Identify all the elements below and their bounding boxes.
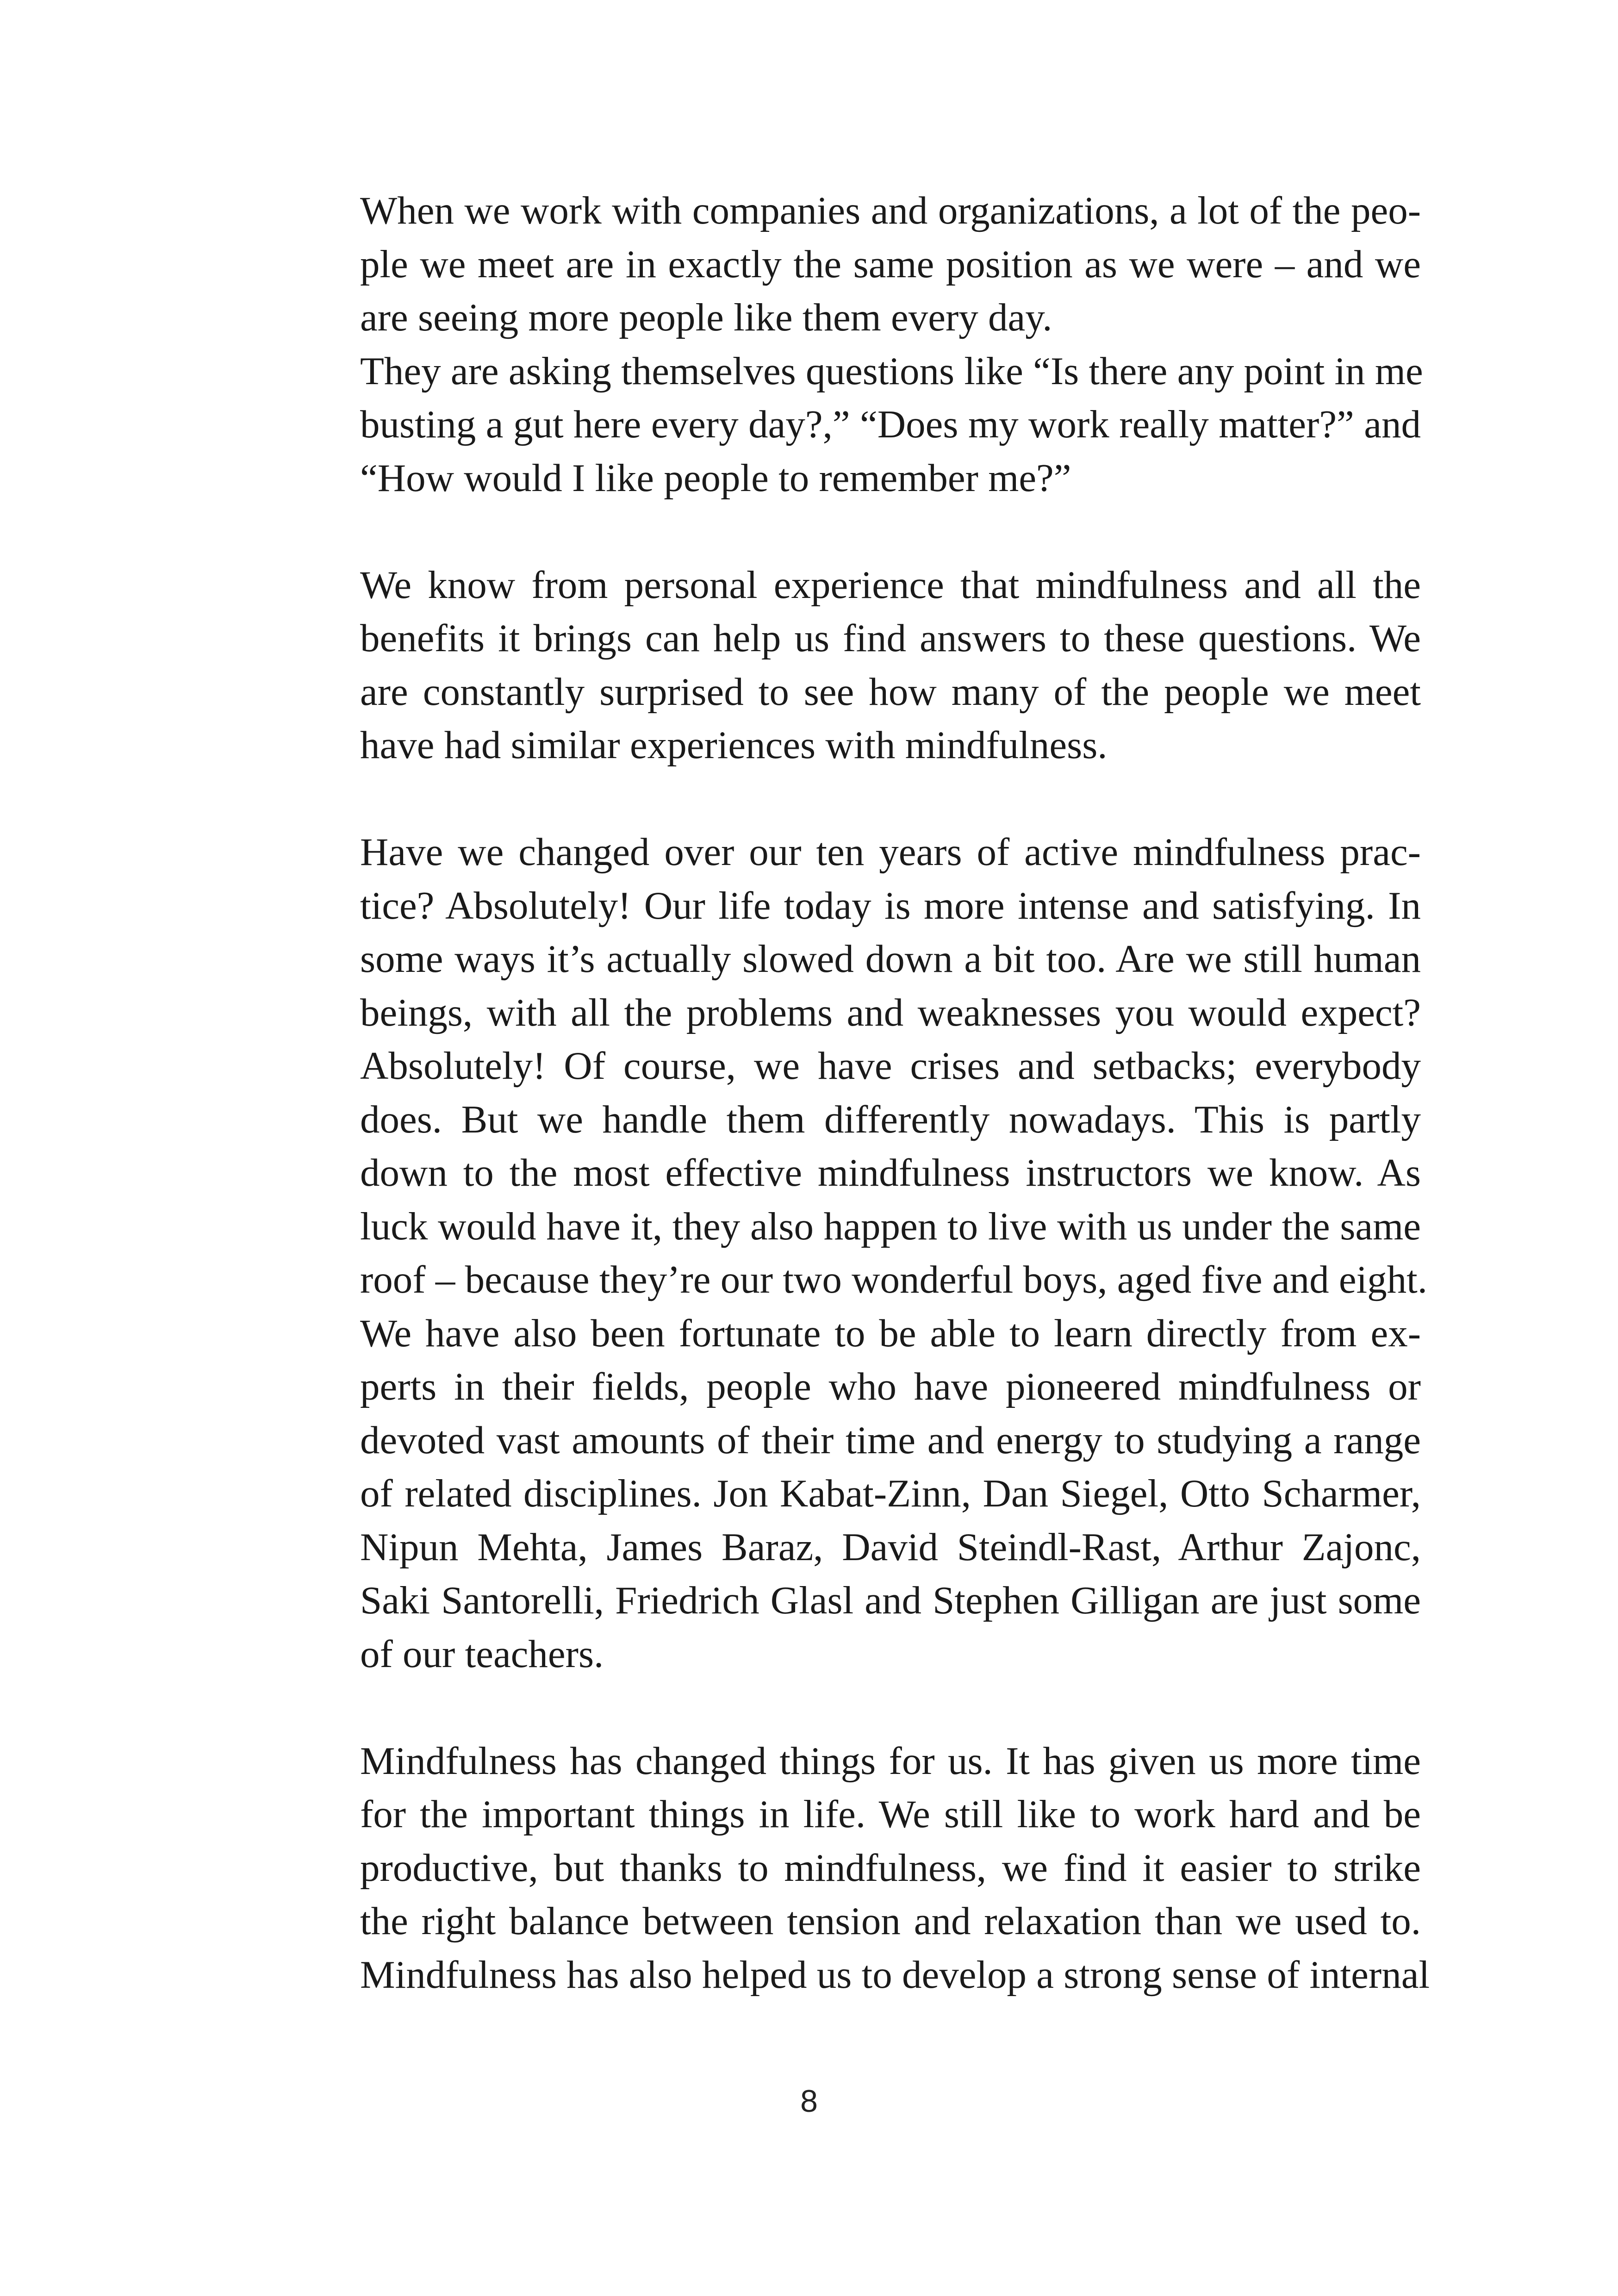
text-line: for the important things in life. We still like to work hard and be bbox=[360, 1792, 1421, 1836]
text-line: down to the most effective mindfulness instructors we know. As bbox=[360, 1151, 1421, 1195]
text-line: “How would I like people to remember me?” bbox=[360, 456, 1071, 500]
text-line: They are asking themselves questions like “Is there any point in me bbox=[360, 349, 1423, 393]
text-line: Saki Santorelli, Friedrich Glasl and Stephen Gilligan are just some bbox=[360, 1579, 1421, 1622]
text-line: perts in their fields, people who have pioneered mindfulness or bbox=[360, 1365, 1421, 1408]
body-text bbox=[360, 184, 1430, 2002]
text-line: Have we changed over our ten years of active mindfulness prac- bbox=[360, 830, 1421, 874]
text-line: Nipun Mehta, James Baraz, David Steindl-Rast, Arthur Zajonc, bbox=[360, 1525, 1421, 1569]
paragraph-gap bbox=[360, 772, 1421, 826]
text-line: ple we meet are in exactly the same position as we were – and we bbox=[360, 242, 1421, 286]
text-line: the right balance between tension and relaxation than we used to. bbox=[360, 1899, 1421, 1943]
text-line: busting a gut here every day?,” “Does my work really matter?” and bbox=[360, 403, 1421, 446]
text-line: Mindfulness has also helped us to develop a strong sense of internal bbox=[360, 1953, 1430, 1997]
text-line: are seeing more people like them every day. bbox=[360, 296, 1052, 339]
text-line: of related disciplines. Jon Kabat-Zinn, Dan Siegel, Otto Scharmer, bbox=[360, 1472, 1421, 1515]
text-line: of our teachers. bbox=[360, 1632, 604, 1676]
text-line: some ways it’s actually slowed down a bit too. Are we still human bbox=[360, 937, 1421, 981]
text-line: does. But we handle them differently nowadays. This is partly bbox=[360, 1097, 1421, 1141]
text-line: Mindfulness has changed things for us. It has given us more time bbox=[360, 1739, 1421, 1783]
paragraph-gap bbox=[360, 1681, 1421, 1735]
paragraph-gap bbox=[360, 505, 1421, 559]
text-line: have had similar experiences with mindfulness. bbox=[360, 723, 1108, 767]
text-line: We know from personal experience that mindfulness and all the bbox=[360, 563, 1421, 607]
text-line: luck would have it, they also happen to live with us under the same bbox=[360, 1204, 1421, 1248]
text-line: beings, with all the problems and weaknesses you would expect? bbox=[360, 990, 1421, 1034]
text-line: tice? Absolutely! Our life today is more intense and satisfying. In bbox=[360, 884, 1421, 927]
text-line: roof – because they’re our two wonderful boys, aged five and eight. bbox=[360, 1258, 1428, 1301]
text-line: are constantly surprised to see how many of the people we meet bbox=[360, 670, 1421, 714]
text-line: When we work with companies and organizations, a lot of the peo- bbox=[360, 189, 1421, 232]
text-line: devoted vast amounts of their time and energy to studying a range bbox=[360, 1418, 1421, 1462]
text-line: We have also been fortunate to be able to learn directly from ex- bbox=[360, 1311, 1421, 1355]
text-line: benefits it brings can help us find answers to these questions. We bbox=[360, 616, 1421, 660]
page-number: 8 bbox=[800, 2084, 818, 2119]
text-line: Absolutely! Of course, we have crises and setbacks; everybody bbox=[360, 1044, 1421, 1088]
text-line: productive, but thanks to mindfulness, we find it easier to strike bbox=[360, 1846, 1421, 1890]
